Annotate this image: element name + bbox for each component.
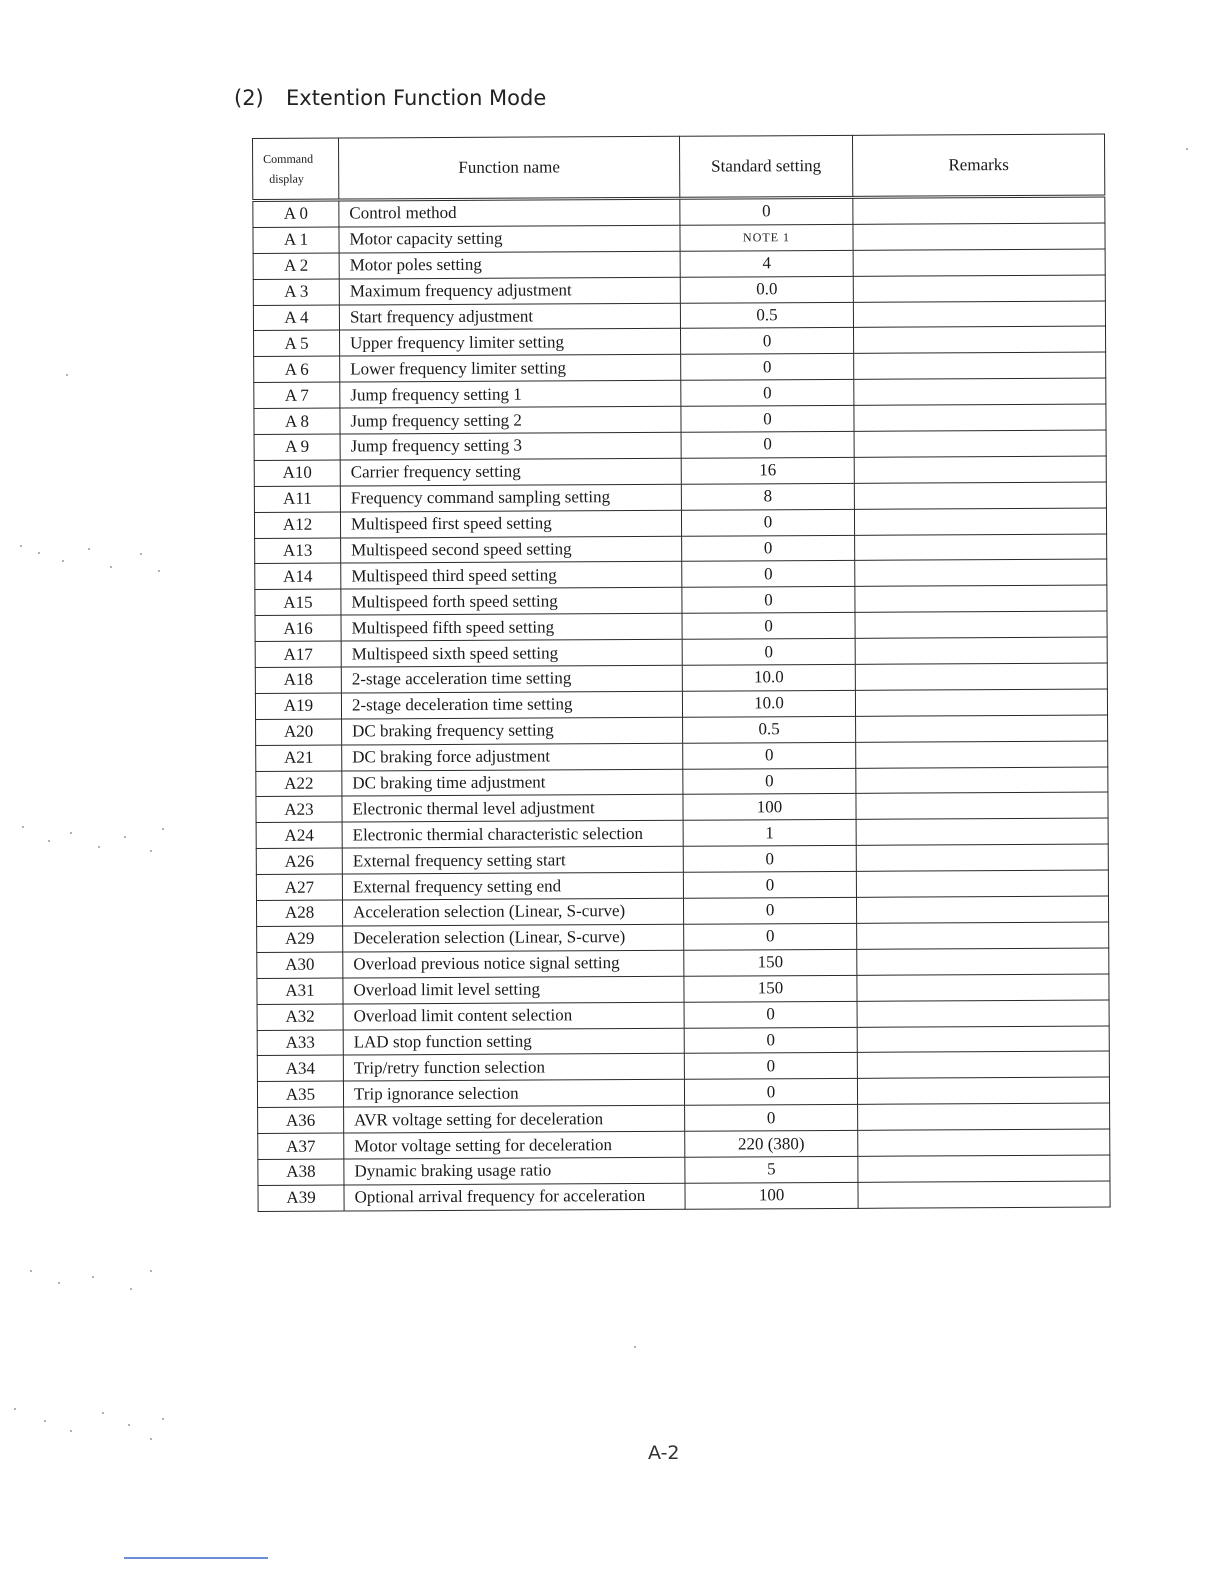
- command-code-cell: A29: [257, 926, 343, 952]
- command-code-cell: A28: [256, 900, 342, 926]
- standard-setting-cell: 0: [681, 509, 854, 536]
- command-code-cell: A10: [254, 460, 340, 486]
- standard-setting-cell: 150: [684, 949, 857, 976]
- scan-speck: [1186, 148, 1188, 150]
- scan-speck: [98, 846, 100, 848]
- function-name-cell: Multispeed second speed setting: [341, 536, 682, 564]
- command-code-cell: A 3: [253, 279, 339, 305]
- remarks-cell: [857, 922, 1109, 949]
- function-name-cell: Frequency command sampling setting: [340, 484, 681, 512]
- standard-setting-cell: 0.5: [683, 716, 856, 743]
- scan-speck: [102, 1412, 104, 1414]
- scan-speck: [70, 832, 72, 834]
- table-header: [253, 134, 1105, 200]
- scan-speck: [124, 836, 126, 838]
- command-code-cell: A18: [255, 667, 341, 693]
- standard-setting-cell: 0: [684, 1079, 857, 1106]
- function-name-cell: Overload limit content selection: [343, 1002, 684, 1030]
- scan-speck: [150, 1438, 152, 1440]
- section-heading: [234, 86, 546, 110]
- function-name-cell: Carrier frequency setting: [340, 458, 681, 486]
- standard-setting-cell: 220 (380): [685, 1130, 858, 1157]
- remarks-cell: [854, 508, 1106, 535]
- command-code-cell: A 9: [254, 434, 340, 460]
- remarks-cell: [858, 1155, 1110, 1182]
- remarks-cell: [856, 844, 1108, 871]
- scan-speck: [70, 1430, 72, 1432]
- function-name-cell: External frequency setting start: [342, 847, 683, 875]
- scan-speck: [150, 1270, 152, 1272]
- standard-setting-header: Standard setting: [679, 135, 852, 198]
- scan-speck: [162, 1418, 164, 1420]
- standard-setting-cell: 16: [681, 457, 854, 484]
- remarks-cell: [856, 767, 1108, 794]
- remarks-cell: [855, 534, 1107, 561]
- command-code-cell: A11: [254, 486, 340, 512]
- function-name-cell: Multispeed forth speed setting: [341, 588, 682, 616]
- standard-setting-cell: 0: [684, 1053, 857, 1080]
- section-title: Extention Function Mode: [286, 86, 547, 110]
- function-name-cell: Deceleration selection (Linear, S-curve): [343, 924, 684, 952]
- scan-speck: [58, 1282, 60, 1284]
- remarks-cell: [858, 1181, 1110, 1208]
- function-name-cell: Multispeed sixth speed setting: [341, 639, 682, 667]
- function-name-cell: Start frequency adjustment: [339, 303, 680, 331]
- scan-speck: [110, 566, 112, 568]
- scan-speck: [162, 828, 164, 830]
- command-header-line-2: display: [269, 171, 304, 186]
- remarks-cell: [853, 249, 1105, 276]
- command-code-cell: A20: [256, 719, 342, 745]
- command-code-cell: A31: [257, 978, 343, 1004]
- scan-speck: [48, 840, 50, 842]
- command-code-cell: A14: [255, 564, 341, 590]
- scan-speck: [38, 552, 40, 554]
- table-header-row: [253, 134, 1105, 200]
- function-name-cell: Electronic thermial characteristic selection: [342, 821, 683, 849]
- section-number: (2): [234, 86, 264, 110]
- remarks-cell: [853, 223, 1105, 250]
- scan-speck: [22, 826, 24, 828]
- command-code-cell: A 8: [254, 408, 340, 434]
- remarks-cell: [857, 974, 1109, 1001]
- command-code-cell: A 5: [254, 330, 340, 356]
- command-code-cell: A16: [255, 615, 341, 641]
- remarks-cell: [857, 1026, 1109, 1053]
- standard-setting-cell: 0: [682, 613, 855, 640]
- scan-speck: [62, 560, 64, 562]
- standard-setting-cell: 150: [684, 975, 857, 1002]
- standard-setting-cell: 10.0: [682, 664, 855, 691]
- standard-setting-cell: 0: [683, 742, 856, 769]
- command-code-cell: A30: [257, 952, 343, 978]
- scan-speck: [66, 374, 68, 376]
- function-name-cell: Jump frequency setting 2: [340, 406, 681, 434]
- extension-function-table: [252, 134, 1111, 1212]
- command-code-cell: A24: [256, 822, 342, 848]
- function-name-cell: Multispeed fifth speed setting: [341, 614, 682, 642]
- function-name-cell: Optional arrival frequency for acceleration: [344, 1183, 685, 1211]
- standard-setting-cell: 0: [682, 535, 855, 562]
- standard-setting-cell: 0: [681, 405, 854, 432]
- command-code-cell: A 0: [253, 200, 339, 227]
- function-name-cell: Electronic thermal level adjustment: [342, 795, 683, 823]
- function-name-cell: Motor voltage setting for deceleration: [344, 1131, 685, 1159]
- remarks-cell: [855, 611, 1107, 638]
- function-name-cell: LAD stop function setting: [343, 1028, 684, 1056]
- remarks-cell: [854, 456, 1106, 483]
- remarks-cell: [854, 404, 1106, 431]
- standard-setting-cell: NOTE 1: [680, 224, 853, 251]
- scan-speck: [130, 1288, 132, 1290]
- function-name-cell: Multispeed first speed setting: [340, 510, 681, 538]
- remarks-cell: [857, 1051, 1109, 1078]
- command-code-cell: A27: [256, 874, 342, 900]
- command-display-header: [253, 138, 339, 200]
- scan-speck: [92, 1276, 94, 1278]
- scan-speck: [88, 548, 90, 550]
- scan-artifact-line: [124, 1557, 268, 1559]
- standard-setting-cell: 5: [685, 1156, 858, 1183]
- command-code-cell: A22: [256, 771, 342, 797]
- function-name-cell: DC braking force adjustment: [342, 743, 683, 771]
- function-name-cell: Overload previous notice signal setting: [343, 950, 684, 978]
- scan-speck: [128, 1424, 130, 1426]
- scan-speck: [158, 570, 160, 572]
- command-code-cell: A34: [257, 1055, 343, 1081]
- standard-setting-cell: 0: [684, 1027, 857, 1054]
- scan-speck: [20, 545, 22, 547]
- standard-setting-cell: 1: [683, 820, 856, 847]
- standard-setting-cell: 10.0: [682, 690, 855, 717]
- command-code-cell: A21: [256, 745, 342, 771]
- scan-speck: [30, 1270, 32, 1272]
- standard-setting-cell: 0: [681, 380, 854, 407]
- function-name-header: Function name: [339, 136, 680, 200]
- table-body: [253, 196, 1110, 1211]
- function-name-cell: DC braking time adjustment: [342, 769, 683, 797]
- function-name-cell: DC braking frequency setting: [342, 717, 683, 745]
- command-code-cell: A 1: [253, 227, 339, 253]
- standard-setting-cell: 0: [684, 923, 857, 950]
- command-header-line-1: Command: [263, 151, 314, 166]
- standard-setting-cell: 0: [681, 431, 854, 458]
- function-name-cell: Trip ignorance selection: [343, 1080, 684, 1108]
- standard-setting-cell: 0: [681, 354, 854, 381]
- function-name-cell: Lower frequency limiter setting: [340, 355, 681, 383]
- command-code-cell: A36: [258, 1107, 344, 1133]
- command-code-cell: A33: [257, 1030, 343, 1056]
- remarks-cell: [853, 275, 1105, 302]
- command-code-cell: A15: [255, 589, 341, 615]
- function-name-cell: 2-stage deceleration time setting: [341, 691, 682, 719]
- remarks-cell: [857, 1000, 1109, 1027]
- standard-setting-cell: 0: [685, 1105, 858, 1132]
- remarks-cell: [854, 482, 1106, 509]
- remarks-cell: [856, 870, 1108, 897]
- command-code-cell: A 4: [253, 305, 339, 331]
- function-name-cell: Dynamic braking usage ratio: [344, 1157, 685, 1185]
- remarks-cell: [854, 352, 1106, 379]
- function-name-cell: External frequency setting end: [342, 872, 683, 900]
- standard-setting-cell: 100: [683, 794, 856, 821]
- command-code-cell: A19: [255, 693, 341, 719]
- standard-setting-cell: 0: [683, 872, 856, 899]
- command-code-cell: A 6: [254, 356, 340, 382]
- command-code-cell: A 7: [254, 382, 340, 408]
- remarks-cell: [856, 896, 1108, 923]
- remarks-cell: [855, 585, 1107, 612]
- remarks-cell: [855, 689, 1107, 716]
- function-name-cell: Jump frequency setting 3: [340, 432, 681, 460]
- function-name-cell: Acceleration selection (Linear, S-curve): [342, 898, 683, 926]
- table-row: [258, 1181, 1110, 1211]
- standard-setting-cell: 0: [683, 846, 856, 873]
- standard-setting-cell: 0: [683, 897, 856, 924]
- scan-speck: [140, 553, 142, 555]
- remarks-cell: [856, 741, 1108, 768]
- standard-setting-cell: 0: [683, 768, 856, 795]
- scan-speck: [634, 1346, 636, 1348]
- command-code-cell: A35: [257, 1081, 343, 1107]
- command-code-cell: A37: [258, 1133, 344, 1159]
- standard-setting-cell: 0: [682, 587, 855, 614]
- scan-speck: [14, 1408, 16, 1410]
- function-name-cell: Upper frequency limiter setting: [340, 329, 681, 357]
- function-name-cell: Jump frequency setting 1: [340, 380, 681, 408]
- command-code-cell: A26: [256, 848, 342, 874]
- function-name-cell: AVR voltage setting for deceleration: [344, 1105, 685, 1133]
- command-code-cell: A32: [257, 1004, 343, 1030]
- command-code-cell: A39: [258, 1185, 344, 1211]
- standard-setting-cell: 0: [680, 197, 853, 225]
- standard-setting-cell: 0.0: [680, 276, 853, 303]
- remarks-cell: [856, 793, 1108, 820]
- function-name-cell: Maximum frequency adjustment: [339, 277, 680, 305]
- standard-setting-cell: 0: [684, 1001, 857, 1028]
- standard-setting-cell: 0: [681, 328, 854, 355]
- remarks-cell: [857, 1077, 1109, 1104]
- command-code-cell: A17: [255, 641, 341, 667]
- command-code-cell: A13: [255, 538, 341, 564]
- remarks-cell: [854, 326, 1106, 353]
- remarks-cell: [854, 430, 1106, 457]
- function-name-cell: Trip/retry function selection: [343, 1054, 684, 1082]
- remarks-cell: [855, 663, 1107, 690]
- command-code-cell: A23: [256, 797, 342, 823]
- scan-speck: [44, 1420, 46, 1422]
- command-code-cell: A 2: [253, 253, 339, 279]
- function-name-cell: Control method: [339, 198, 680, 227]
- remarks-cell: [857, 948, 1109, 975]
- scan-speck: [150, 850, 152, 852]
- remarks-cell: [856, 715, 1108, 742]
- page-number: A-2: [648, 1442, 680, 1464]
- remarks-header: Remarks: [852, 134, 1104, 197]
- remarks-cell: [853, 301, 1105, 328]
- standard-setting-cell: 0.5: [680, 302, 853, 329]
- command-code-cell: A12: [254, 512, 340, 538]
- remarks-cell: [854, 378, 1106, 405]
- function-name-cell: Overload limit level setting: [343, 976, 684, 1004]
- remarks-cell: [855, 559, 1107, 586]
- remarks-cell: [855, 637, 1107, 664]
- remarks-cell: [853, 196, 1105, 224]
- standard-setting-cell: 100: [685, 1182, 858, 1209]
- remarks-cell: [858, 1129, 1110, 1156]
- command-code-cell: A38: [258, 1159, 344, 1185]
- function-name-cell: 2-stage acceleration time setting: [341, 665, 682, 693]
- standard-setting-cell: 0: [682, 561, 855, 588]
- function-name-cell: Motor capacity setting: [339, 225, 680, 253]
- remarks-cell: [856, 818, 1108, 845]
- standard-setting-cell: 0: [682, 638, 855, 665]
- remarks-cell: [858, 1103, 1110, 1130]
- standard-setting-cell: 8: [681, 483, 854, 510]
- function-name-cell: Motor poles setting: [339, 251, 680, 279]
- standard-setting-cell: 4: [680, 250, 853, 277]
- function-name-cell: Multispeed third speed setting: [341, 562, 682, 590]
